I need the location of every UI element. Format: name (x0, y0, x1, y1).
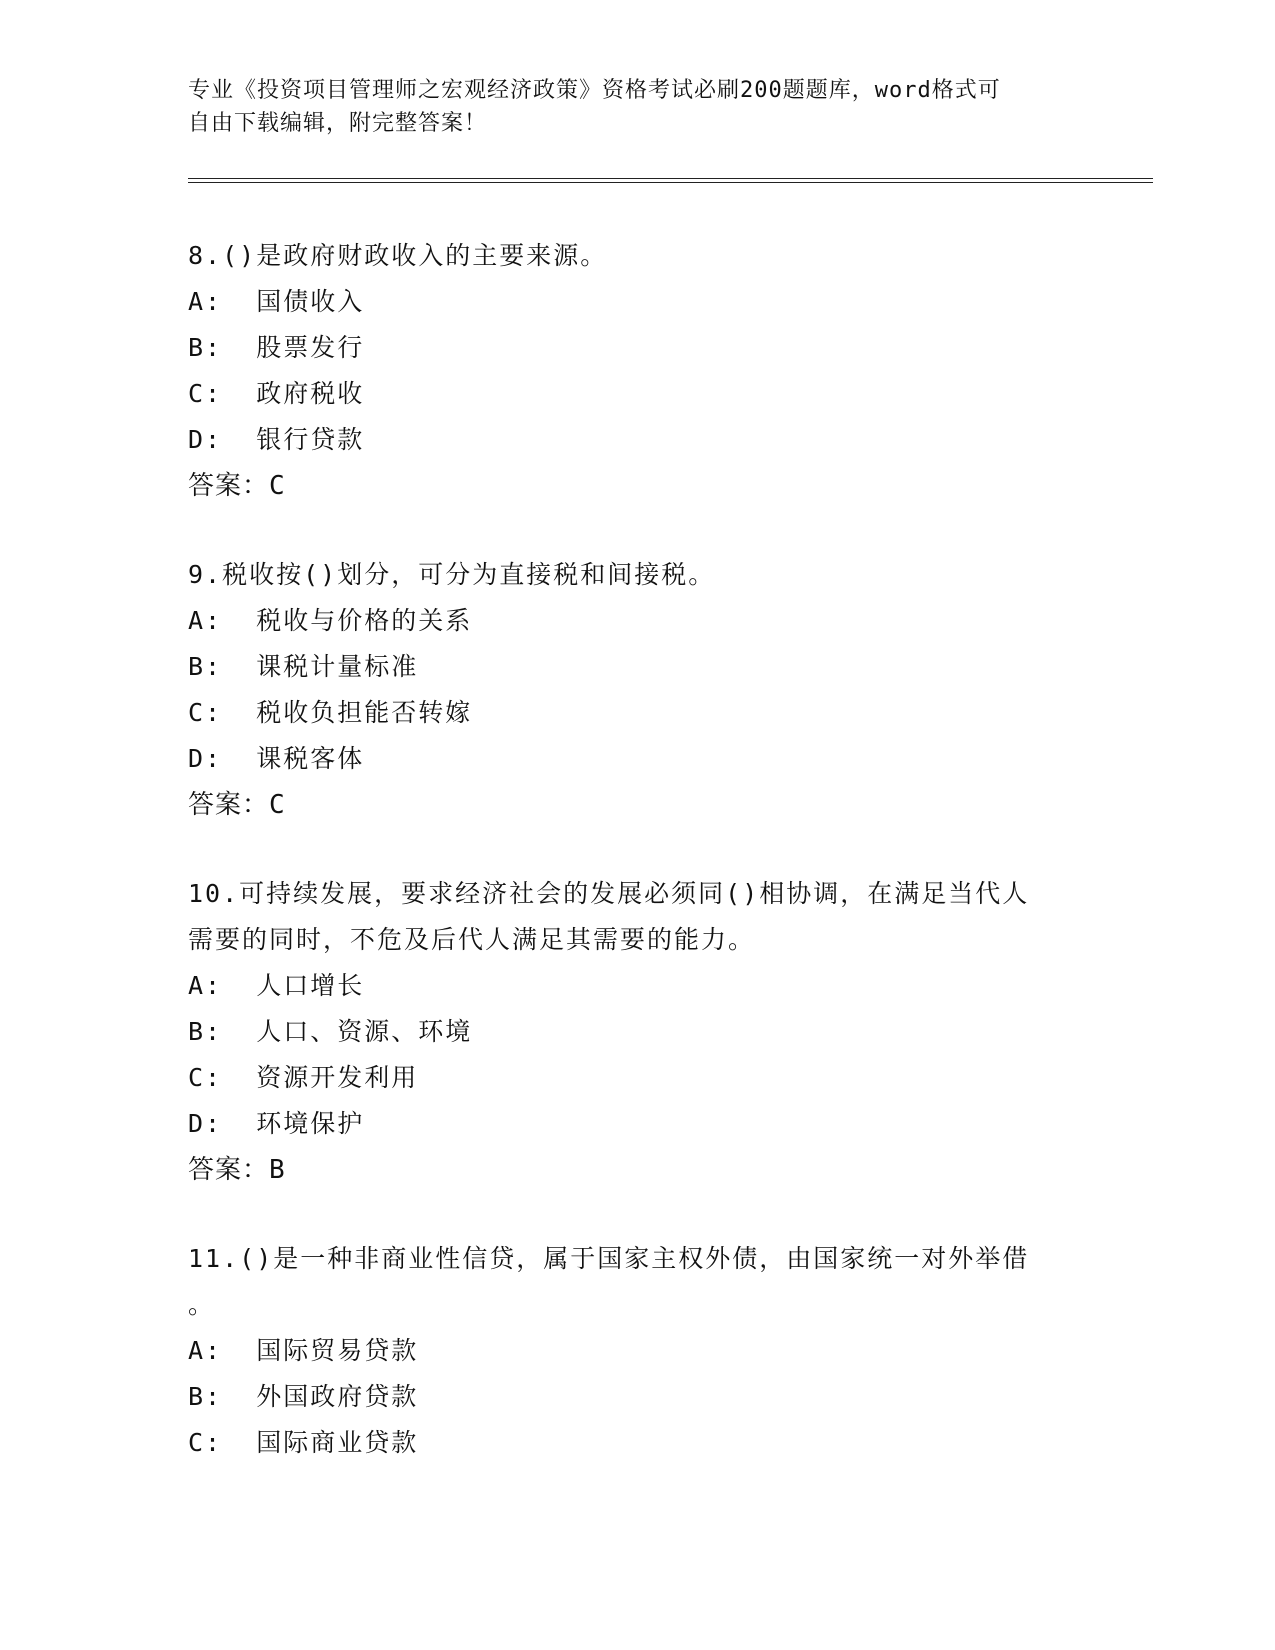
option-b: B: 人口、资源、环境 (188, 1017, 473, 1046)
header-line-2: 自由下载编辑，附完整答案！ (188, 111, 488, 136)
answer-label: 答案： (188, 1155, 270, 1185)
document-header (188, 74, 1078, 140)
question-list (188, 233, 1088, 1509)
option-d: D: 银行贷款 (188, 425, 365, 454)
option-c: C: 资源开发利用 (188, 1063, 419, 1092)
question-stem: 9.税收按()划分，可分为直接税和间接税。 (188, 560, 716, 589)
answer-line (188, 463, 1088, 509)
question-stem: 8.()是政府财政收入的主要来源。 (188, 241, 608, 270)
option-d: D: 环境保护 (188, 1109, 365, 1138)
question-11 (188, 1236, 1088, 1466)
answer-value: C (269, 790, 286, 820)
option-c: C: 税收负担能否转嫁 (188, 698, 473, 727)
answer-label: 答案： (188, 471, 270, 501)
question-8 (188, 233, 1088, 509)
option-d: D: 课税客体 (188, 744, 365, 773)
question-stem-line-1: 10.可持续发展，要求经济社会的发展必须同()相协调，在满足当代人 (188, 879, 1030, 908)
option-c: C: 政府税收 (188, 379, 365, 408)
question-9 (188, 552, 1088, 828)
question-stem-line-2: 。 (188, 1290, 216, 1319)
question-stem-line-2: 需要的同时，不危及后代人满足其需要的能力。 (188, 925, 756, 954)
option-a: A: 税收与价格的关系 (188, 606, 473, 635)
question-10 (188, 871, 1088, 1193)
question-stem-line-1: 11.()是一种非商业性信贷，属于国家主权外债，由国家统一对外举借 (188, 1244, 1030, 1273)
option-a: A: 人口增长 (188, 971, 365, 1000)
option-b: B: 课税计量标准 (188, 652, 419, 681)
option-a: A: 国际贸易贷款 (188, 1336, 419, 1365)
answer-value: C (269, 471, 286, 501)
answer-label: 答案： (188, 790, 270, 820)
option-b: B: 外国政府贷款 (188, 1382, 419, 1411)
answer-value: B (269, 1155, 286, 1185)
option-a: A: 国债收入 (188, 287, 365, 316)
option-c: C: 国际商业贷款 (188, 1428, 419, 1457)
header-divider-top (188, 178, 1153, 179)
answer-line (188, 1147, 1088, 1193)
header-divider-bottom (188, 182, 1153, 183)
header-line-1: 专业《投资项目管理师之宏观经济政策》资格考试必刷200题题库，word格式可 (188, 78, 1001, 103)
answer-line (188, 782, 1088, 828)
option-b: B: 股票发行 (188, 333, 365, 362)
